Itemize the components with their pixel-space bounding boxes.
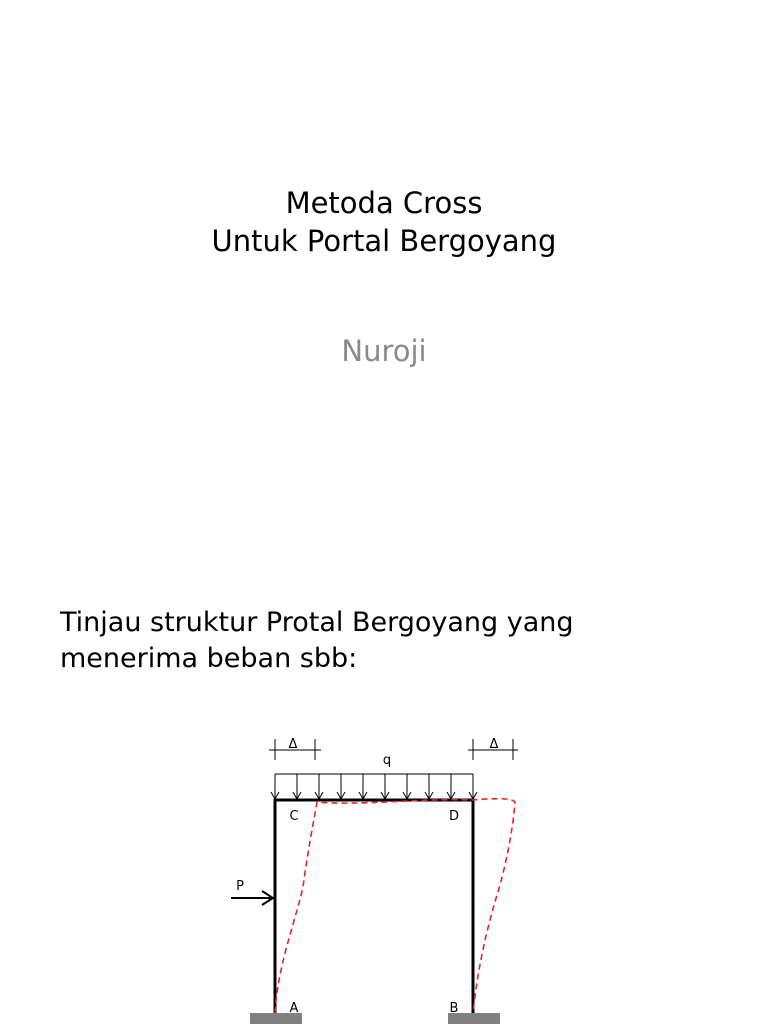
load-arrow bbox=[359, 774, 367, 799]
title-line-2: Untuk Portal Bergoyang bbox=[211, 224, 557, 258]
slide-subtitle: Nuroji bbox=[341, 334, 427, 368]
title-line-1: Metoda Cross bbox=[285, 186, 483, 220]
label-p: P bbox=[236, 879, 244, 894]
label-c: C bbox=[289, 809, 299, 824]
load-arrow bbox=[293, 774, 301, 799]
label-delta-left: Δ bbox=[288, 737, 298, 752]
load-arrow bbox=[469, 774, 477, 799]
load-arrow bbox=[403, 774, 411, 799]
load-arrow bbox=[271, 774, 279, 799]
label-d: D bbox=[448, 809, 460, 824]
distributed-load bbox=[271, 774, 477, 799]
body-line-2: menerima beban sbb: bbox=[60, 643, 358, 674]
load-arrow bbox=[447, 774, 455, 799]
load-arrow bbox=[425, 774, 433, 799]
body-line-1: Tinjau struktur Protal Bergoyang yang bbox=[60, 607, 574, 638]
deflected-shape bbox=[275, 799, 515, 1013]
portal-frame bbox=[274, 800, 475, 1013]
label-a: A bbox=[289, 1001, 299, 1016]
load-arrow bbox=[381, 774, 389, 799]
label-delta-right: Δ bbox=[489, 737, 499, 752]
load-arrow bbox=[337, 774, 345, 799]
load-arrow bbox=[315, 774, 323, 799]
label-q: q bbox=[382, 753, 392, 768]
label-b: B bbox=[449, 1001, 459, 1016]
